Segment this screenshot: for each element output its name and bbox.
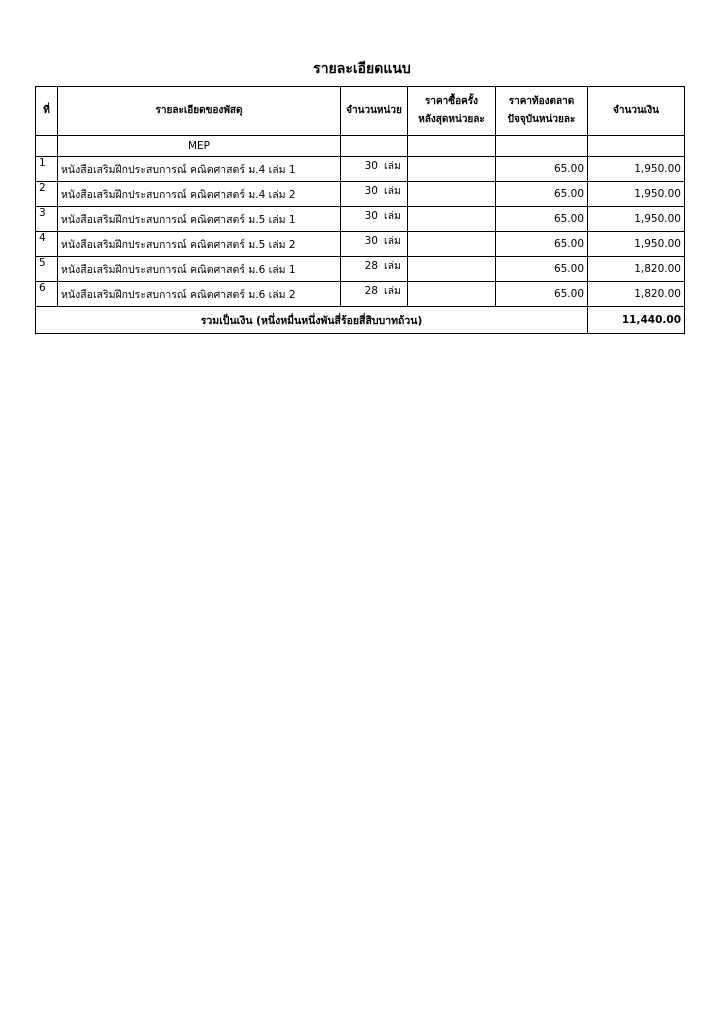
row-quantity — [341, 282, 408, 307]
table-row — [36, 207, 685, 232]
header-quantity: จำนวนหน่วย — [341, 87, 408, 136]
row-qty-unit: เล่ม — [384, 285, 401, 297]
row-description: หนังสือเสริมฝึกประสบการณ์ คณิตศาสตร์ ม.4 เล่ม 2 — [58, 182, 341, 207]
header-market-price — [496, 87, 588, 136]
row-quantity — [341, 157, 408, 182]
row-quantity — [341, 257, 408, 282]
table-row — [36, 257, 685, 282]
table-row — [36, 182, 685, 207]
section-row — [36, 136, 685, 157]
row-no: 5 — [36, 257, 58, 282]
row-market-price: 65.00 — [496, 257, 588, 282]
row-no: 1 — [36, 157, 58, 182]
row-last-price — [408, 182, 496, 207]
table-row — [36, 157, 685, 182]
row-amount: 1,820.00 — [588, 282, 685, 307]
row-amount: 1,950.00 — [588, 182, 685, 207]
row-market-price: 65.00 — [496, 207, 588, 232]
row-last-price — [408, 232, 496, 257]
header-last-price-line2: หลังสุดหน่วยละ — [418, 114, 485, 125]
header-last-price-line1: ราคาซื้อครั้ง — [424, 96, 479, 107]
row-description: หนังสือเสริมฝึกประสบการณ์ คณิตศาสตร์ ม.5 เล่ม 1 — [58, 207, 341, 232]
table-header-row — [36, 87, 685, 136]
row-quantity — [341, 207, 408, 232]
header-market-price-line2: ปัจจุบันหน่วยละ — [507, 114, 576, 125]
header-last-price — [408, 87, 496, 136]
document-title: รายละเอียดแนบ — [313, 61, 411, 77]
row-last-price — [408, 257, 496, 282]
row-last-price — [408, 157, 496, 182]
row-qty-unit: เล่ม — [384, 160, 401, 172]
table-row — [36, 232, 685, 257]
row-market-price: 65.00 — [496, 232, 588, 257]
row-description: หนังสือเสริมฝึกประสบการณ์ คณิตศาสตร์ ม.5 เล่ม 2 — [58, 232, 341, 257]
header-description: รายละเอียดของพัสดุ — [58, 87, 341, 136]
row-qty-value: 30 — [364, 235, 378, 247]
header-no: ที่ — [36, 87, 58, 136]
section-empty-cell — [496, 136, 588, 157]
total-label: รวมเป็นเงิน (หนึ่งหมื่นหนึ่งพันสี่ร้อยสี่สิบบาทถ้วน) — [36, 307, 588, 334]
section-empty-cell — [341, 136, 408, 157]
row-qty-value: 30 — [364, 210, 378, 222]
header-market-price-line1: ราคาท้องตลาด — [508, 96, 575, 107]
row-last-price — [408, 282, 496, 307]
row-amount: 1,950.00 — [588, 207, 685, 232]
items-table — [35, 86, 685, 334]
row-description: หนังสือเสริมฝึกประสบการณ์ คณิตศาสตร์ ม.6 เล่ม 1 — [58, 257, 341, 282]
table-row — [36, 282, 685, 307]
total-row — [36, 307, 685, 334]
row-qty-unit: เล่ม — [384, 235, 401, 247]
row-qty-value: 28 — [364, 285, 378, 297]
row-market-price: 65.00 — [496, 157, 588, 182]
row-amount: 1,820.00 — [588, 257, 685, 282]
row-qty-unit: เล่ม — [384, 185, 401, 197]
row-qty-unit: เล่ม — [384, 260, 401, 272]
row-market-price: 65.00 — [496, 282, 588, 307]
row-description: หนังสือเสริมฝึกประสบการณ์ คณิตศาสตร์ ม.6 เล่ม 2 — [58, 282, 341, 307]
row-qty-unit: เล่ม — [384, 210, 401, 222]
row-qty-value: 28 — [364, 260, 378, 272]
row-qty-value: 30 — [364, 185, 378, 197]
row-no: 2 — [36, 182, 58, 207]
row-no: 6 — [36, 282, 58, 307]
row-quantity — [341, 182, 408, 207]
section-no-cell — [36, 136, 58, 157]
row-amount: 1,950.00 — [588, 232, 685, 257]
row-amount: 1,950.00 — [588, 157, 685, 182]
row-no: 3 — [36, 207, 58, 232]
row-market-price: 65.00 — [496, 182, 588, 207]
section-empty-cell — [408, 136, 496, 157]
section-name: MEP — [58, 136, 341, 157]
row-last-price — [408, 207, 496, 232]
row-quantity — [341, 232, 408, 257]
section-empty-cell — [588, 136, 685, 157]
row-qty-value: 30 — [364, 160, 378, 172]
row-description: หนังสือเสริมฝึกประสบการณ์ คณิตศาสตร์ ม.4 เล่ม 1 — [58, 157, 341, 182]
header-amount: จำนวนเงิน — [588, 87, 685, 136]
total-amount: 11,440.00 — [588, 307, 685, 334]
row-no: 4 — [36, 232, 58, 257]
